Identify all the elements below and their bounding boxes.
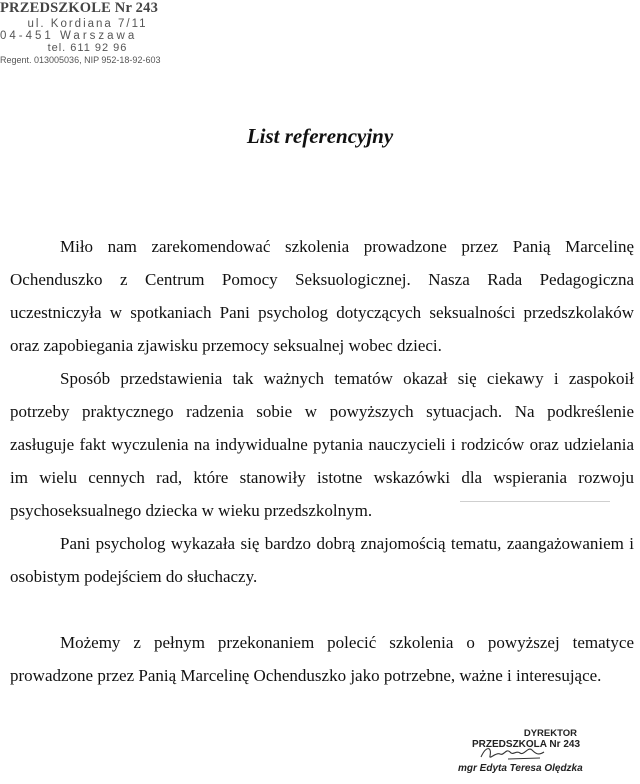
letter-body bbox=[10, 230, 634, 692]
signature-role: DYREKTOR bbox=[523, 728, 577, 739]
signature-institution: PRZEDSZKOLA Nr 243 bbox=[472, 739, 580, 750]
signature-name: mgr Edyta Teresa Olędzka bbox=[458, 763, 583, 774]
handwritten-signature bbox=[478, 742, 548, 764]
stamp-street: ul. Kordiana 7/11 bbox=[27, 18, 148, 30]
stamp-phone: tel. 611 92 96 bbox=[47, 42, 128, 54]
scan-line bbox=[460, 501, 610, 502]
document-title: List referencyjny bbox=[246, 124, 394, 148]
paragraph-2: Sposób przedstawienia tak ważnych tematów okazał się ciekawy i zaspokoił potrzeby praktycznego radzenia sobie w powyższych sytuacjach. Na podkreślenie zasługuje fakt wyczulenia na indywidualne pytania nauczycieli i rodziców oraz udzielania im wielu cennych rad, które stanowiły istotne wskazówki dla wspierania rozwoju psychoseksualnego dziecka w wieku przedszkolnym. bbox=[10, 369, 634, 520]
stamp-registry-numbers: Regent. 013005036, NIP 952-18-92-603 bbox=[0, 55, 161, 65]
stamp-institution-name: PRZEDSZKOLE Nr 243 bbox=[0, 0, 159, 16]
paragraph-4: Możemy z pełnym przekonaniem polecić szkolenia o powyższej tematyce prowadzone przez Panią Marcelinę Ochenduszko jako potrzebne, ważne i interesujące. bbox=[10, 633, 634, 685]
paragraph-1: Miło nam zarekomendować szkolenia prowadzone przez Panią Marcelinę Ochenduszko z Centrum Pomocy Seksuologicznej. Nasza Rada Pedagogiczna uczestniczyła w spotkaniach Pani psycholog dotyczących seksualności przedszkolaków oraz zapobiegania zjawisku przemocy seksualnej wobec dzieci. bbox=[10, 237, 634, 355]
paragraph-3: Pani psycholog wykazała się bardzo dobrą znajomością tematu, zaangażowaniem i osobistym podejściem do słuchaczy. bbox=[10, 534, 634, 586]
stamp-city: 04-451 Warszawa bbox=[0, 30, 138, 42]
